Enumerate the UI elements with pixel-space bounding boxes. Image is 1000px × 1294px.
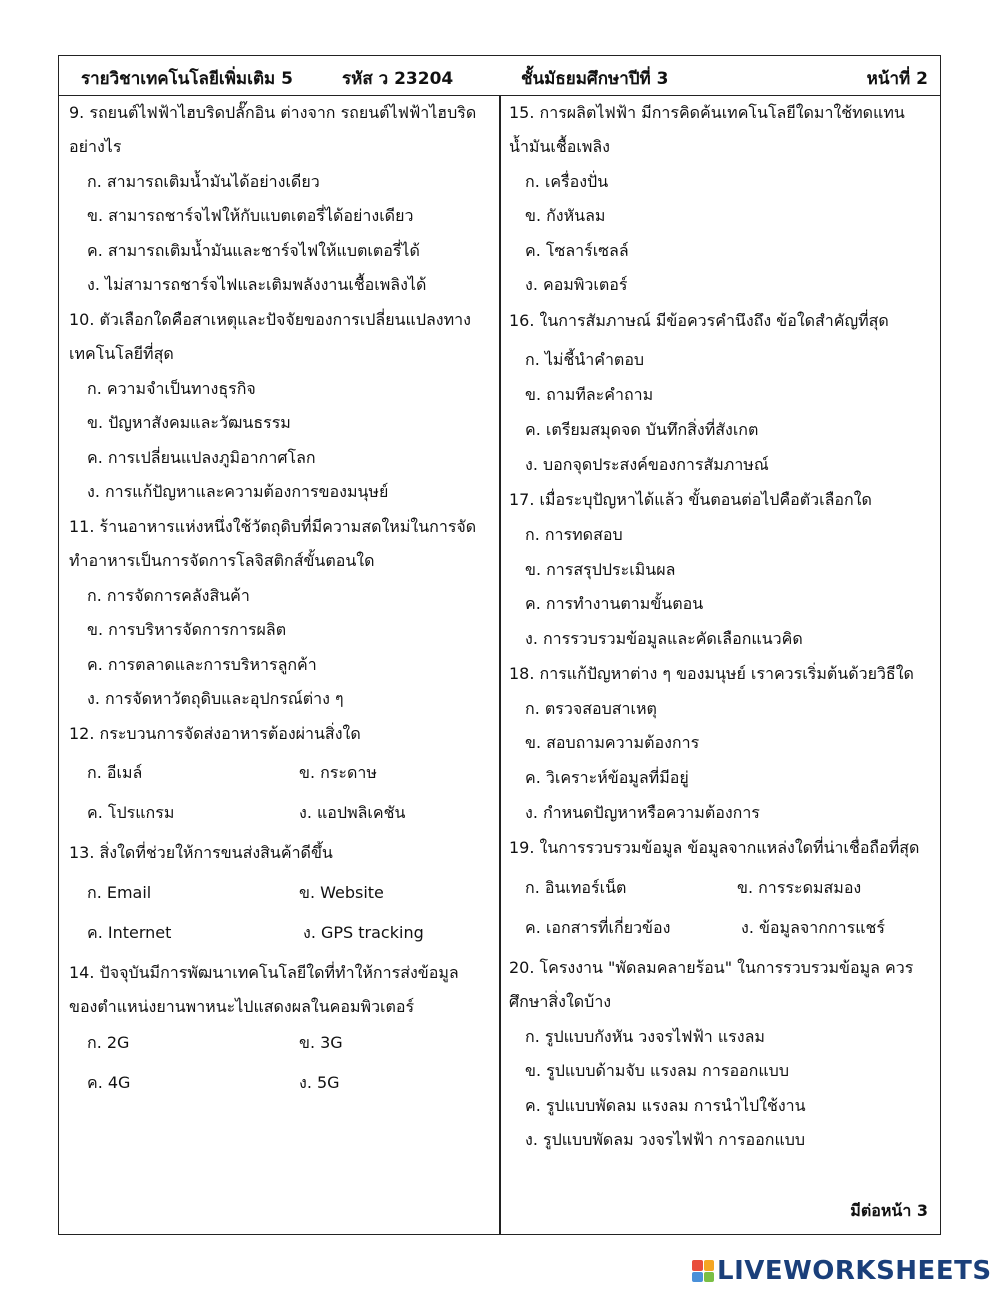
q10-option-c: ค. การเปลี่ยนแปลงภูมิอากาศโลก <box>87 448 316 467</box>
question-9-line-1: 9. รถยนต์ไฟฟ้าไฮบริดปลั๊กอิน ต่างจาก รถยนต์ไฟฟ้าไฮบริด <box>69 103 477 122</box>
question-12: 12. กระบวนการจัดส่งอาหารต้องผ่านสิ่งใด <box>69 724 361 743</box>
q12-option-c: ค. โปรแกรม <box>87 803 175 822</box>
logo-square-red <box>692 1260 703 1271</box>
q9-option-d: ง. ไม่สามารถชาร์จไฟและเติมพลังงานเชื้อเพลิงได้ <box>87 275 427 294</box>
logo-square-orange <box>704 1260 715 1271</box>
q18-option-b: ข. สอบถามความต้องการ <box>525 733 700 752</box>
q19-option-b: ข. การระดมสมอง <box>737 878 862 897</box>
page-number: หน้าที่ 2 <box>866 69 928 89</box>
q18-option-d: ง. กำหนดปัญหาหรือความต้องการ <box>525 803 760 822</box>
q15-option-d: ง. คอมพิวเตอร์ <box>525 275 628 294</box>
q19-option-c: ค. เอกสารที่เกี่ยวข้อง <box>525 918 671 937</box>
q13-option-b: ข. Website <box>299 883 384 902</box>
q14-option-c: ค. 4G <box>87 1073 131 1092</box>
question-9-line-2: อย่างไร <box>69 137 122 156</box>
q12-option-b: ข. กระดาษ <box>299 763 377 782</box>
q20-option-a: ก. รูปแบบกังหัน วงจรไฟฟ้า แรงลม <box>525 1027 765 1046</box>
question-15-line-1: 15. การผลิตไฟฟ้า มีการคิดค้นเทคโนโลยีใดมาใช้ทดแทน <box>509 103 905 122</box>
q12-option-a: ก. อีเมล์ <box>87 763 143 782</box>
q9-option-c: ค. สามารถเติมน้ำมันและชาร์จไฟให้แบตเตอรี่ได้ <box>87 241 420 260</box>
q13-option-c: ค. Internet <box>87 923 172 942</box>
logo-grid-icon <box>692 1260 714 1282</box>
question-20-line-1: 20. โครงงาน "พัดลมคลายร้อน" ในการรวบรวมข้อมูล ควร <box>509 958 914 977</box>
question-19: 19. ในการรวบรวมข้อมูล ข้อมูลจากแหล่งใดที่น่าเชื่อถือที่สุด <box>509 838 920 857</box>
question-11-line-1: 11. ร้านอาหารแห่งหนึ่งใช้วัตถุดิบที่มีความสดใหม่ในการจัด <box>69 517 477 536</box>
q13-option-a: ก. Email <box>87 883 152 902</box>
question-15-line-2: น้ำมันเชื้อเพลิง <box>509 137 610 156</box>
q20-option-c: ค. รูปแบบพัดลม แรงลม การนำไปใช้งาน <box>525 1096 806 1115</box>
q12-option-d: ง. แอปพลิเคชัน <box>299 803 406 822</box>
liveworksheets-logo[interactable] <box>692 1256 992 1286</box>
question-20-line-2: ศึกษาสิ่งใดบ้าง <box>509 992 612 1011</box>
q15-option-b: ข. กังหันลม <box>525 206 606 225</box>
q9-option-a: ก. สามารถเติมน้ำมันได้อย่างเดียว <box>87 172 320 191</box>
q16-option-d: ง. บอกจุดประสงค์ของการสัมภาษณ์ <box>525 455 769 474</box>
q14-option-a: ก. 2G <box>87 1033 130 1052</box>
question-14-line-2: ของตำแหน่งยานพาหนะไปแสดงผลในคอมพิวเตอร์ <box>69 997 415 1016</box>
q16-option-b: ข. ถามทีละคำถาม <box>525 385 654 404</box>
question-18: 18. การแก้ปัญหาต่าง ๆ ของมนุษย์ เราควรเริ่มต้นด้วยวิธีใด <box>509 664 914 683</box>
worksheet-page <box>58 55 941 1235</box>
subject-title: รายวิชาเทคโนโลยีเพิ่มเติม 5 <box>81 69 293 89</box>
question-16: 16. ในการสัมภาษณ์ มีข้อควรคำนึงถึง ข้อใดสำคัญที่สุด <box>509 311 889 330</box>
q20-option-d: ง. รูปแบบพัดลม วงจรไฟฟ้า การออกแบบ <box>525 1130 806 1149</box>
q14-option-b: ข. 3G <box>299 1033 343 1052</box>
q16-option-a: ก. ไม่ชี้นำคำตอบ <box>525 350 645 369</box>
question-14-line-1: 14. ปัจจุบันมีการพัฒนาเทคโนโลยีใดที่ทำให้การส่งข้อมูล <box>69 963 459 982</box>
q16-option-c: ค. เตรียมสมุดจด บันทึกสิ่งที่สังเกต <box>525 420 759 439</box>
q19-option-a: ก. อินเทอร์เน็ต <box>525 878 627 897</box>
logo-square-green <box>704 1272 715 1283</box>
q10-option-b: ข. ปัญหาสังคมและวัฒนธรรม <box>87 413 291 432</box>
q15-option-c: ค. โซลาร์เซลล์ <box>525 241 629 260</box>
question-10-line-1: 10. ตัวเลือกใดคือสาเหตุและปัจจัยของการเปลี่ยนแปลงทาง <box>69 310 471 329</box>
question-17: 17. เมื่อระบุปัญหาได้แล้ว ขั้นตอนต่อไปคือตัวเลือกใด <box>509 490 872 509</box>
q17-option-b: ข. การสรุปประเมินผล <box>525 560 676 579</box>
q11-option-b: ข. การบริหารจัดการการผลิต <box>87 620 287 639</box>
q10-option-a: ก. ความจำเป็นทางธุรกิจ <box>87 379 256 398</box>
logo-square-blue <box>692 1272 703 1283</box>
question-10-line-2: เทคโนโลยีที่สุด <box>69 344 174 363</box>
q20-option-b: ข. รูปแบบด้ามจับ แรงลม การออกแบบ <box>525 1061 789 1080</box>
page-header <box>59 56 940 96</box>
q10-option-d: ง. การแก้ปัญหาและความต้องการของมนุษย์ <box>87 482 389 501</box>
q18-option-a: ก. ตรวจสอบสาเหตุ <box>525 699 657 718</box>
q15-option-a: ก. เครื่องปั่น <box>525 172 609 191</box>
logo-text: LIVEWORKSHEETS <box>717 1256 992 1286</box>
q11-option-a: ก. การจัดการคลังสินค้า <box>87 586 250 605</box>
q13-option-d: ง. GPS tracking <box>303 923 424 942</box>
q17-option-d: ง. การรวบรวมข้อมูลและคัดเลือกแนวคิด <box>525 629 803 648</box>
q17-option-a: ก. การทดสอบ <box>525 525 623 544</box>
column-divider <box>499 96 501 1234</box>
q11-option-c: ค. การตลาดและการบริหารลูกค้า <box>87 655 317 674</box>
q17-option-c: ค. การทำงานตามขั้นตอน <box>525 594 704 613</box>
q18-option-c: ค. วิเคราะห์ข้อมูลที่มีอยู่ <box>525 768 689 787</box>
grade-level: ชั้นมัธยมศึกษาปีที่ 3 <box>521 69 669 89</box>
q14-option-d: ง. 5G <box>299 1073 340 1092</box>
question-13: 13. สิ่งใดที่ช่วยให้การขนส่งสินค้าดีขึ้น <box>69 843 333 862</box>
q11-option-d: ง. การจัดหาวัตถุดิบและอุปกรณ์ต่าง ๆ <box>87 689 344 708</box>
question-11-line-2: ทำอาหารเป็นการจัดการโลจิสติกส์ขั้นตอนใด <box>69 551 375 570</box>
q9-option-b: ข. สามารถชาร์จไฟให้กับแบตเตอรี่ได้อย่างเดียว <box>87 206 414 225</box>
q19-option-d: ง. ข้อมูลจากการแชร์ <box>741 918 885 937</box>
continue-note: มีต่อหน้า 3 <box>850 1201 928 1220</box>
subject-code: รหัส ว 23204 <box>342 69 454 89</box>
